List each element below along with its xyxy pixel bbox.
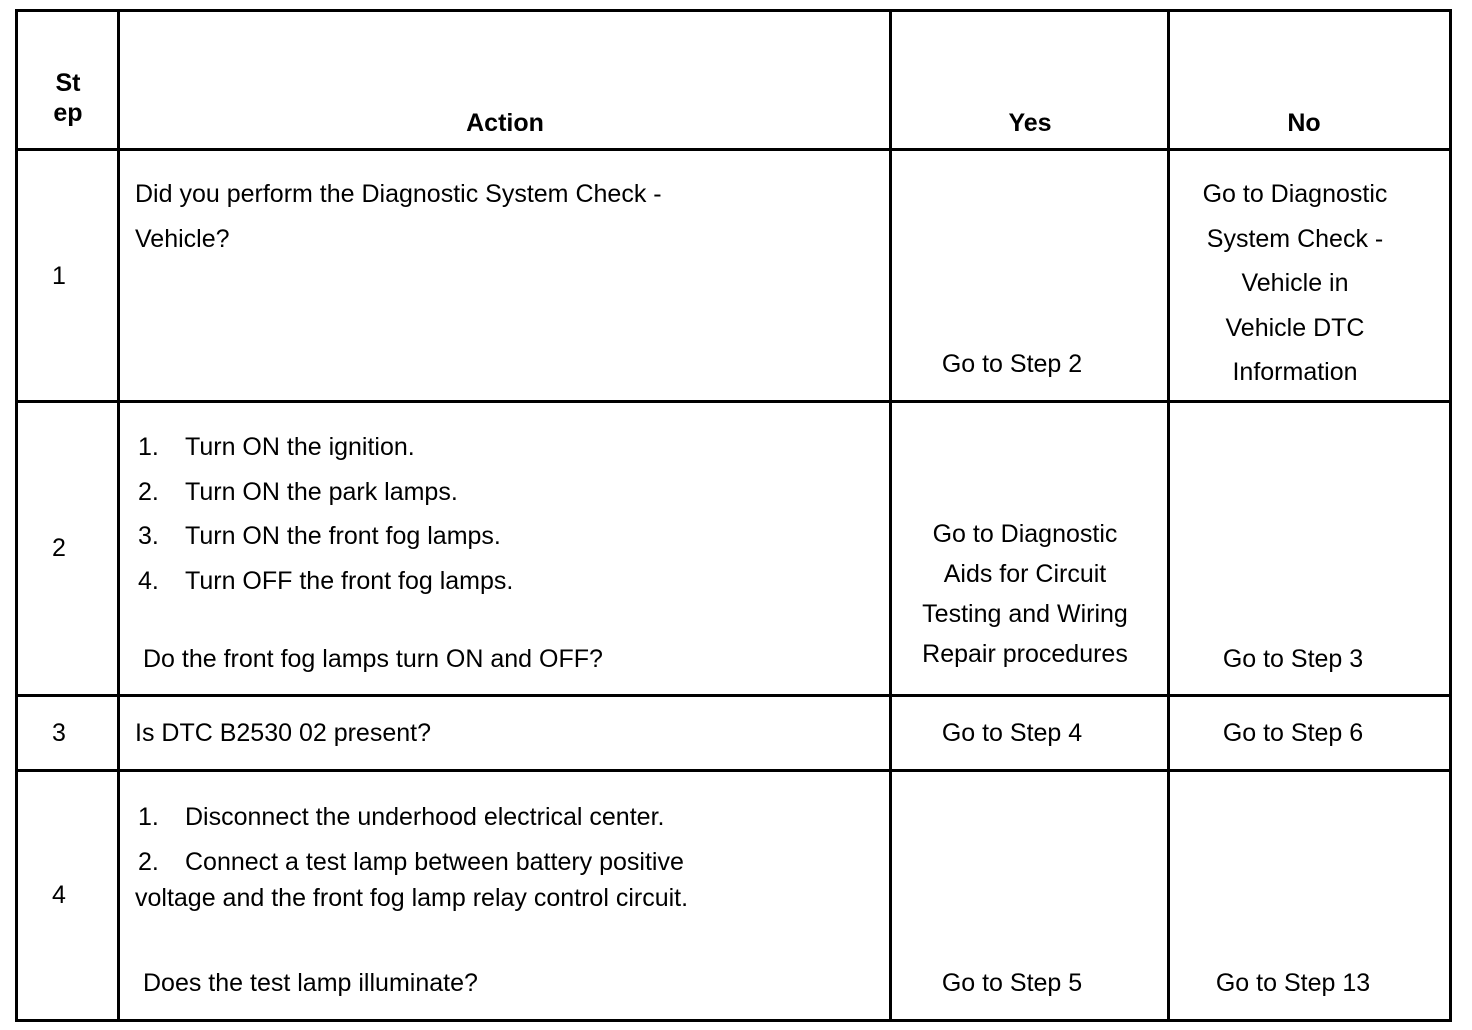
list-item-text: Turn OFF the front fog lamps.	[185, 566, 514, 595]
header-action: Action	[466, 109, 544, 137]
row2-action-list	[138, 425, 513, 603]
row2-question: Do the front fog lamps turn ON and OFF?	[143, 645, 603, 673]
list-item	[138, 840, 684, 885]
row3-action: Is DTC B2530 02 present?	[135, 719, 431, 747]
list-item	[138, 514, 513, 559]
row2-no: Go to Step 3	[1222, 645, 1364, 673]
table-border-top	[15, 9, 1452, 12]
list-item	[138, 795, 684, 840]
table-border-right	[1449, 9, 1452, 1022]
row1-action	[135, 172, 662, 261]
header-step	[18, 68, 118, 128]
list-item	[138, 559, 513, 604]
list-item-number: 1.	[138, 803, 159, 831]
row1-no-line2: System Check -	[1206, 224, 1384, 253]
row2-yes-line3: Testing and Wiring	[922, 600, 1128, 628]
list-item-text: Disconnect the underhood electrical center.	[185, 803, 665, 831]
row1-step: 1	[52, 262, 66, 290]
list-item-text: Turn ON the park lamps.	[185, 477, 458, 506]
row4-no: Go to Step 13	[1215, 969, 1371, 997]
table-border-bottom	[15, 1019, 1452, 1022]
row3-step: 3	[52, 719, 66, 747]
row-divider-3	[15, 769, 1452, 772]
row1-yes: Go to Step 2	[941, 350, 1083, 378]
row-divider-1	[15, 400, 1452, 403]
row2-yes-line4: Repair procedures	[922, 640, 1128, 668]
row1-no-line4: Vehicle DTC	[1225, 313, 1365, 342]
header-row-divider	[15, 148, 1452, 151]
list-item-text: Turn ON the front fog lamps.	[185, 522, 501, 550]
header-yes: Yes	[1008, 109, 1052, 137]
row3-no: Go to Step 6	[1222, 719, 1364, 747]
row1-no	[1170, 172, 1420, 395]
row1-action-line2: Vehicle?	[135, 224, 230, 253]
list-item-number: 4.	[138, 566, 159, 595]
list-item-text: Connect a test lamp between battery positive	[185, 847, 684, 876]
header-step-line1: St	[55, 69, 81, 97]
row2-yes	[892, 514, 1158, 674]
row4-yes: Go to Step 5	[941, 969, 1083, 997]
list-item	[138, 425, 513, 470]
row1-no-line5: Information	[1232, 358, 1358, 386]
header-step-line2: ep	[53, 99, 83, 127]
row3-yes: Go to Step 4	[941, 719, 1083, 747]
list-item-number: 3.	[138, 522, 159, 550]
row4-action-list	[138, 795, 684, 884]
row1-no-line3: Vehicle in	[1241, 269, 1349, 297]
row4-step: 4	[52, 881, 66, 909]
row4-action-continuation: voltage and the front fog lamp relay control circuit.	[135, 884, 689, 912]
header-no: No	[1287, 109, 1321, 137]
row1-no-line1: Go to Diagnostic	[1202, 180, 1388, 208]
row2-yes-line2: Aids for Circuit	[943, 560, 1107, 588]
list-item-number: 1.	[138, 433, 159, 461]
row2-step: 2	[52, 534, 66, 562]
row-divider-2	[15, 694, 1452, 697]
row4-question: Does the test lamp illuminate?	[143, 969, 478, 997]
list-item	[138, 470, 513, 515]
column-divider-yes	[1167, 9, 1170, 1022]
list-item-number: 2.	[138, 477, 159, 506]
table-border-left	[15, 9, 18, 1022]
list-item-text: Turn ON the ignition.	[185, 433, 415, 461]
row1-action-line1: Did you perform the Diagnostic System Check -	[135, 180, 662, 208]
column-divider-step	[117, 9, 120, 1022]
list-item-number: 2.	[138, 847, 159, 876]
row2-yes-line1: Go to Diagnostic	[932, 520, 1118, 548]
